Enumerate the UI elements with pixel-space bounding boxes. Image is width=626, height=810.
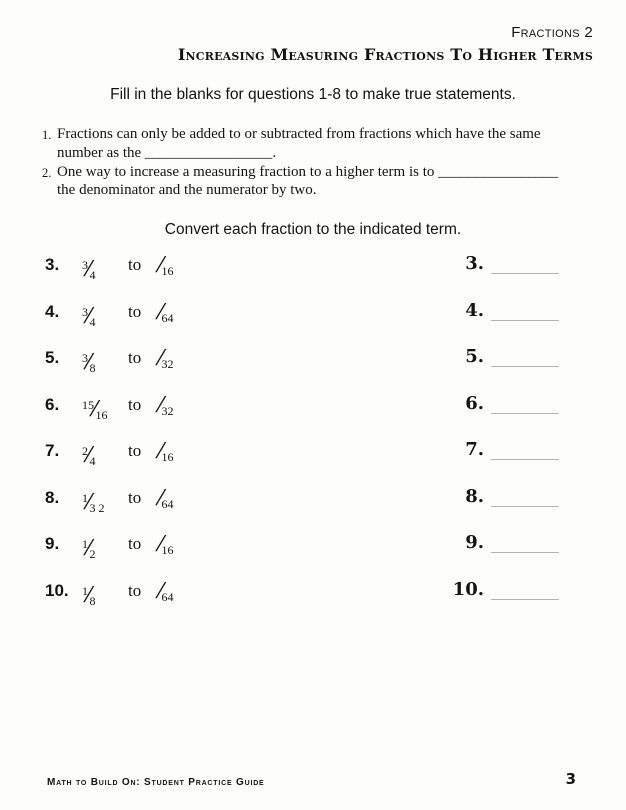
fill-in-statements bbox=[42, 125, 594, 200]
problem-number: 7. bbox=[45, 441, 60, 460]
target-fraction bbox=[160, 299, 174, 331]
page-header bbox=[178, 24, 593, 64]
statement-line: One way to increase a measuring fraction to a higher term is to ________________ bbox=[57, 163, 559, 180]
target-denominator: 64 bbox=[161, 497, 174, 511]
target-denominator: 16 bbox=[161, 450, 174, 464]
problem-row bbox=[0, 579, 626, 609]
problem-number: 5. bbox=[45, 348, 60, 367]
to-label: to bbox=[128, 302, 142, 321]
to-label: to bbox=[128, 488, 142, 507]
source-fraction bbox=[82, 578, 96, 614]
page-title: Increasing Measuring Fractions To Higher Terms bbox=[177, 45, 593, 64]
fraction-slash-icon: ⁄ bbox=[159, 532, 163, 556]
target-denominator: 32 bbox=[161, 404, 174, 418]
statement-number: 1. bbox=[42, 128, 52, 142]
to-label: to bbox=[128, 255, 142, 274]
answer-blank-line bbox=[491, 366, 559, 367]
statement-line: the denominator and the numerator by two. bbox=[57, 182, 317, 199]
to-label: to bbox=[128, 581, 142, 600]
fraction-slash-icon: ⁄ bbox=[159, 579, 163, 603]
footer-book-title: Math to Build On: Student Practice Guide bbox=[47, 777, 265, 788]
fraction-denominator: 4 bbox=[89, 454, 96, 468]
fraction-numerator: 3 bbox=[82, 258, 88, 272]
fraction-slash-icon: ⁄ bbox=[159, 346, 163, 370]
target-fraction bbox=[160, 485, 174, 517]
fraction-slash-icon: ⁄ bbox=[159, 439, 163, 463]
fraction-slash-icon: ⁄ bbox=[87, 536, 91, 560]
fraction-denominator: 2 bbox=[89, 547, 96, 561]
problem-number: 3. bbox=[45, 255, 60, 274]
source-fraction bbox=[82, 299, 96, 335]
fraction-slash-icon: ⁄ bbox=[87, 490, 91, 514]
answer-number: 8. bbox=[465, 486, 484, 507]
answer-blank-line bbox=[491, 459, 559, 460]
problem-row bbox=[0, 393, 626, 423]
problem-number: 6. bbox=[45, 395, 60, 414]
fraction-slash-icon: ⁄ bbox=[159, 300, 163, 324]
fraction-numerator: 15 bbox=[82, 398, 94, 412]
source-fraction bbox=[82, 392, 108, 428]
fraction-slash-icon: ⁄ bbox=[87, 443, 91, 467]
problem-number: 10. bbox=[45, 581, 69, 600]
answer-number: 10. bbox=[452, 579, 484, 600]
fraction-denominator: 8 bbox=[89, 594, 96, 608]
problem-number: 4. bbox=[45, 302, 60, 321]
fraction-denominator: 16 bbox=[95, 408, 108, 422]
statement-line: number as the _________________. bbox=[57, 144, 277, 161]
fraction-slash-icon: ⁄ bbox=[87, 583, 91, 607]
answer-blank-line bbox=[491, 273, 559, 274]
source-fraction bbox=[82, 531, 96, 567]
fraction-numerator: 3 bbox=[82, 305, 88, 319]
to-label: to bbox=[128, 534, 142, 553]
target-fraction bbox=[160, 438, 174, 470]
source-fraction bbox=[82, 485, 105, 521]
answer-blank-line bbox=[491, 506, 559, 507]
problem-number: 9. bbox=[45, 534, 60, 553]
to-label: to bbox=[128, 348, 142, 367]
target-denominator: 16 bbox=[161, 543, 174, 557]
fraction-slash-icon: ⁄ bbox=[159, 393, 163, 417]
statement-item bbox=[42, 163, 594, 201]
answer-blank-line bbox=[491, 320, 559, 321]
problem-row bbox=[0, 346, 626, 376]
fraction-slash-icon: ⁄ bbox=[87, 304, 91, 328]
target-fraction bbox=[160, 252, 174, 284]
answer-blank-line bbox=[491, 599, 559, 600]
fraction-slash-icon: ⁄ bbox=[87, 257, 91, 281]
target-denominator: 64 bbox=[161, 311, 174, 325]
fraction-slash-icon: ⁄ bbox=[87, 350, 91, 374]
answer-number: 9. bbox=[465, 532, 484, 553]
problem-row bbox=[0, 253, 626, 283]
target-fraction bbox=[160, 531, 174, 563]
fraction-numerator: 1 bbox=[82, 537, 88, 551]
source-fraction bbox=[82, 252, 96, 288]
fraction-slash-icon: ⁄ bbox=[159, 253, 163, 277]
answer-number: 3. bbox=[465, 253, 484, 274]
fraction-numerator: 2 bbox=[82, 444, 88, 458]
problem-row bbox=[0, 532, 626, 562]
convert-instruction: Convert each fraction to the indicated term. bbox=[164, 221, 462, 238]
answer-number: 4. bbox=[465, 300, 484, 321]
to-label: to bbox=[128, 441, 142, 460]
statement-number: 2. bbox=[42, 165, 52, 180]
statement-text bbox=[57, 125, 541, 163]
problem-number: 8. bbox=[45, 488, 60, 507]
problem-row bbox=[0, 300, 626, 330]
fraction-numerator: 1 bbox=[82, 491, 88, 505]
fraction-denominator: 3 2 bbox=[89, 501, 105, 515]
fill-instruction: Fill in the blanks for questions 1-8 to make true statements. bbox=[110, 86, 516, 103]
fraction-slash-icon: ⁄ bbox=[93, 397, 97, 421]
problem-row bbox=[0, 439, 626, 469]
section-kicker: Fractions 2 bbox=[511, 24, 593, 41]
fraction-numerator: 1 bbox=[82, 584, 88, 598]
target-denominator: 32 bbox=[161, 357, 174, 371]
problem-row bbox=[0, 486, 626, 516]
page-number: 3 bbox=[565, 770, 576, 788]
source-fraction bbox=[82, 438, 96, 474]
statement-line: Fractions can only be added to or subtracted from fractions which have the same bbox=[57, 126, 541, 142]
target-denominator: 16 bbox=[161, 264, 174, 278]
statement-item bbox=[42, 125, 594, 163]
to-label: to bbox=[128, 395, 142, 414]
source-fraction bbox=[82, 345, 96, 381]
fraction-denominator: 8 bbox=[89, 361, 96, 375]
fraction-numerator: 3 bbox=[82, 351, 88, 365]
answer-blank-line bbox=[491, 413, 559, 414]
answer-number: 5. bbox=[465, 346, 484, 367]
target-fraction bbox=[160, 345, 174, 377]
statement-text bbox=[57, 163, 558, 201]
target-denominator: 64 bbox=[161, 590, 174, 604]
target-fraction bbox=[160, 578, 174, 610]
answer-number: 7. bbox=[465, 439, 484, 460]
fraction-denominator: 4 bbox=[89, 268, 96, 282]
answer-number: 6. bbox=[465, 393, 484, 414]
answer-blank-line bbox=[491, 552, 559, 553]
target-fraction bbox=[160, 392, 174, 424]
fraction-denominator: 4 bbox=[89, 315, 96, 329]
fraction-slash-icon: ⁄ bbox=[159, 486, 163, 510]
